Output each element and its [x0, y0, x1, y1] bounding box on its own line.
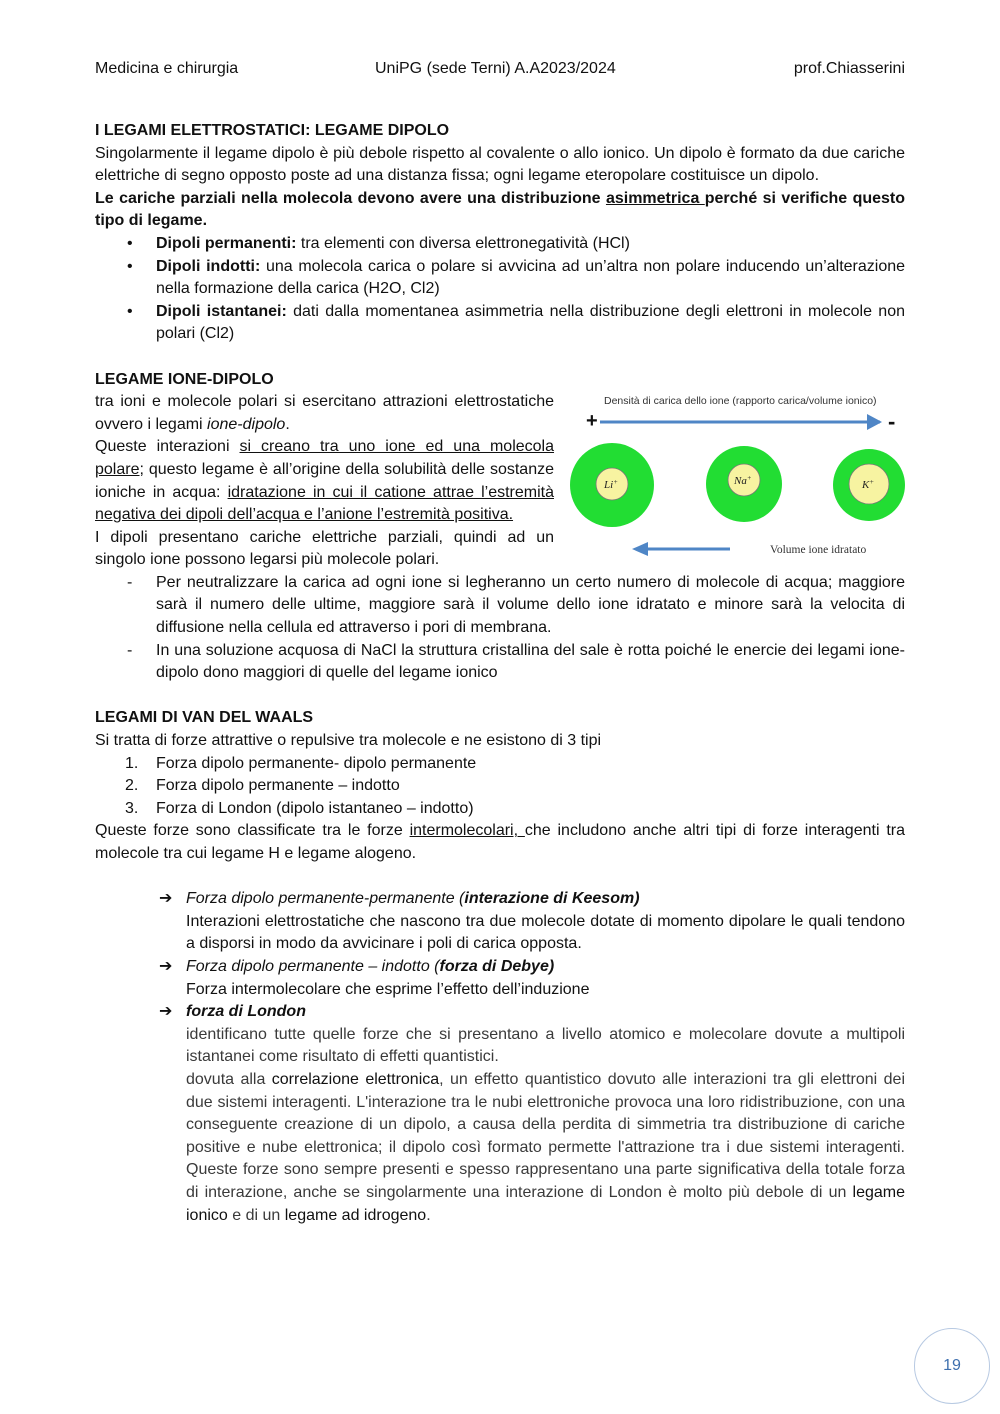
header-professor: prof.Chiasserini	[793, 60, 905, 77]
paragraph-dipoli-cariche: I dipoli presentano cariche elettriche parziali, quindi ad un singolo ione possono legarsi più molecole polari.	[95, 528, 554, 569]
figure-top-label: Densità di carica dello ione (rapporto carica/volume ionico)	[604, 395, 877, 408]
ion-charge-density-figure	[570, 391, 905, 563]
list-item: • Dipoli indotti: una molecola carica o polare si avvicina ad un’altra non polare inducendo un’alterazione nella formazione della carica (H2O, Cl2)	[127, 257, 906, 298]
header-course: Medicina e chirurgia	[95, 60, 239, 77]
list-item: 1. Forza dipolo permanente- dipolo permanente	[125, 754, 477, 772]
na-label: Na+	[734, 474, 752, 488]
dipole-type-list	[95, 233, 905, 346]
paragraph-dipolo-intro: Singolarmente il legame dipolo è più debole rispetto al covalente o allo ionico. Un dipolo è formato da due cariche elettriche di segno opposto poste ad una distanza fissa; ogni legame eteropolare costituisce un dipolo.	[95, 144, 905, 185]
k-label: K+	[862, 478, 875, 492]
list-item: - Per neutralizzare la carica ad ogni ione si legheranno un certo numero di molecole di acqua; maggiore sarà il numero delle ultime, maggiore sarà il volume dello ione idratato e minore sarà la velocita di diffusione nella cellula ed attraverso i pori di membrana.	[127, 573, 905, 637]
list-item: • Dipoli permanenti: tra elementi con diversa elettronegatività (HCl)	[127, 234, 630, 252]
plus-sign: +	[586, 410, 598, 433]
paragraph-cariche-parziali: Le cariche parziali nella molecola devono avere una distribuzione asimmetrica perché si verifiche questo tipo di legame.	[95, 189, 906, 230]
header-university: UniPG (sede Terni) A.A2023/2024	[375, 60, 616, 77]
volume-arrow-head	[632, 542, 648, 556]
list-item: • Dipoli istantanei: dati dalla momentanea asimmetria nella distribuzione degli elettroni in molecole non polari (Cl2)	[127, 302, 905, 343]
page-number: 19	[914, 1328, 990, 1404]
ion-dipole-dash-list	[95, 572, 905, 685]
list-item-keesom: ➔ Forza dipolo permanente-permanente (interazione di Keesom) Interazioni elettrostatiche che nascono tra due molecole dotate di momento dipolare le quali tendono a disporsi in modo da avvicinare i poli di carica opposta.	[159, 890, 905, 953]
density-arrow-head	[867, 414, 882, 430]
figure-bottom-label: Volume ione idratato	[770, 544, 867, 557]
section-title-dipolo: I LEGAMI ELETTROSTATICI: LEGAME DIPOLO	[95, 122, 450, 139]
section-title-ione-dipolo: LEGAME IONE-DIPOLO	[95, 370, 274, 388]
arrow-icon: ➔	[159, 1003, 173, 1021]
list-item-london: ➔ forza di London identificano tutte quelle forze che si presentano a livello atomico e molecolare dovute a multipoli istantanei come risultato di effetti quantistici. dovuta alla correlazione elettronica, un effetto quantistico dovuto alle interazioni tra gli elettroni dei due sistemi interagenti. L'interazione tra le nubi elettroniche provoca una loro ridistribuzione, con una conseguente creazione di un dipolo, a causa della perdita di simmetria tra distribuzione di cariche positive e nube elettronica; il dipolo così formato permette l'attrazione tra i due sistemi interagenti. Queste forze sono sempre presenti e spesso rappresentano una parte significativa della totale forza di interazione, anche se singolarmente una interazione di London è molto più debole di un legame ionico e di un legame ad idrogeno.	[159, 1003, 905, 1224]
li-label: Li+	[604, 478, 618, 492]
arrow-icon: ➔	[159, 957, 173, 975]
arrow-icon: ➔	[159, 890, 173, 908]
minus-sign: -	[888, 409, 896, 435]
section-title-van-der-waals: LEGAMI DI VAN DEL WAALS	[95, 709, 314, 727]
paragraph-interazioni: Queste interazioni si creano tra uno ione ed una molecola polare; questo legame è all’origine della solubilità delle sostanze ioniche in acqua: idratazione in cui il catione attrae l’estremità negativa dei dipoli dell’acqua e l’anione l’estremità positiva.	[95, 438, 555, 524]
list-item: 2. Forza dipolo permanente – indotto	[125, 777, 400, 795]
paragraph-vdw-intro: Si tratta di forze attrattive o repulsive tra molecole e ne esistono di 3 tipi	[95, 732, 602, 750]
list-item-debye: ➔ Forza dipolo permanente – indotto (forza di Debye) Forza intermolecolare che esprime l’effetto dell’induzione	[159, 957, 590, 998]
paragraph-ione-dipolo-def: tra ioni e molecole polari si esercitano attrazioni elettrostatiche ovvero i legami ione-dipolo.	[95, 393, 554, 433]
page-content	[95, 120, 905, 1227]
force-detail-list	[95, 888, 905, 1227]
list-item: - In una soluzione acquosa di NaCl la struttura cristallina del sale è rotta poiché le enercie dei legami ione-dipolo dono maggiori di quelle del legame ionico	[127, 641, 905, 682]
paragraph-intermolecolari: Queste forze sono classificate tra le forze intermolecolari, che includono anche altri tipi di forze interagenti tra molecole tra cui legame H e legame alogeno.	[95, 822, 905, 862]
list-item: 3. Forza di London (dipolo istantaneo – indotto)	[125, 799, 474, 817]
page-header	[95, 60, 905, 82]
vdw-force-list	[95, 753, 905, 821]
